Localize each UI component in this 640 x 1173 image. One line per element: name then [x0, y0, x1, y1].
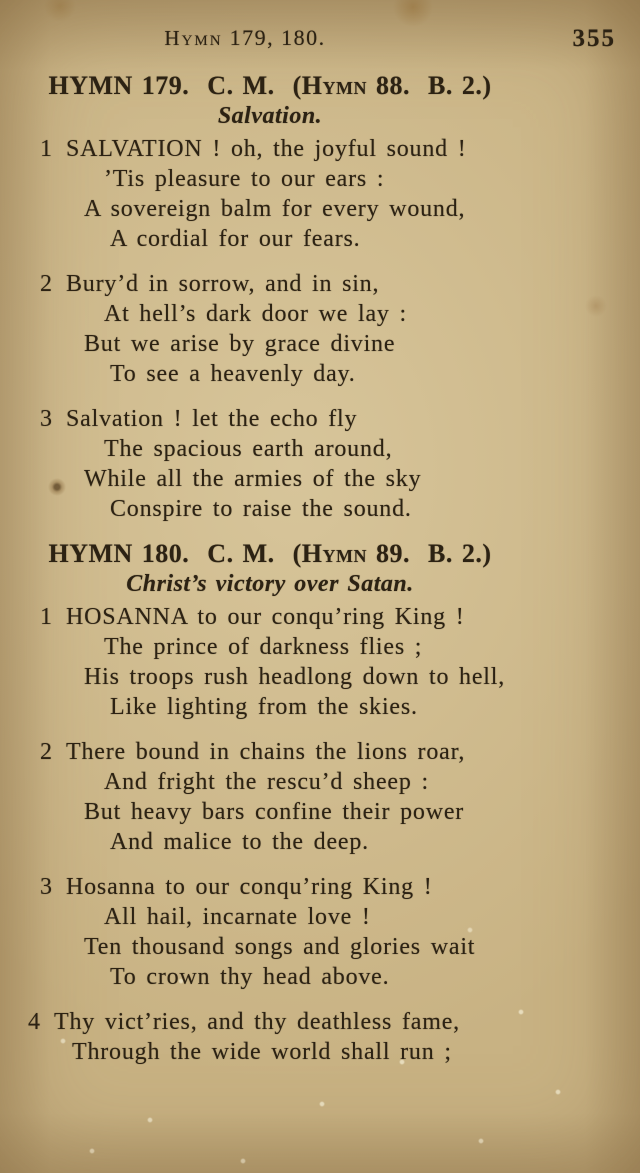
verse-line	[20, 767, 520, 797]
verse-line	[20, 902, 520, 932]
verse-line	[20, 464, 520, 494]
verse-text: Like lighting from the skies.	[110, 694, 418, 720]
stanza	[20, 737, 520, 857]
verse-text: And malice to the deep.	[110, 829, 369, 855]
hymn-heading-main: HYMN 179. C. M.	[48, 71, 293, 100]
stanza-list	[20, 602, 520, 1067]
verse-line	[20, 797, 520, 827]
hymn-heading-ref-rest: 89. B. 2.)	[367, 539, 492, 568]
verse-text: The spacious earth around,	[104, 436, 393, 462]
verse-text: His troops rush headlong down to hell,	[84, 664, 506, 690]
hymn-heading-ref-open: (	[292, 71, 302, 100]
running-head-word: Hymn	[164, 26, 223, 50]
verse-line	[20, 737, 520, 767]
verse-line	[20, 329, 520, 359]
verse-line	[20, 692, 520, 722]
verse-number: 3	[40, 874, 53, 900]
stanza	[20, 404, 520, 524]
verse-text: Hosanna to our conqu’ring King !	[66, 874, 433, 900]
verse-text: At hell’s dark door we lay :	[104, 301, 408, 327]
verse-text: A sovereign balm for every wound,	[84, 196, 466, 222]
verse-line	[20, 134, 520, 164]
verse-text: ’Tis pleasure to our ears :	[104, 166, 385, 192]
verse-text: HOSANNA to our conqu’ring King !	[66, 604, 465, 630]
hymn-heading-ref-open: (	[292, 539, 302, 568]
verse-number: 4	[28, 1009, 41, 1035]
verse-text: The prince of darkness flies ;	[104, 634, 423, 660]
running-head	[0, 22, 640, 56]
verse-number: 3	[40, 406, 53, 432]
stanza	[20, 134, 520, 254]
verse-text: While all the armies of the sky	[84, 466, 422, 492]
verse-line	[20, 662, 520, 692]
verse-line	[20, 434, 520, 464]
verse-line	[20, 269, 520, 299]
hymn-subtitle: Salvation.	[217, 103, 323, 129]
hymn-heading	[20, 538, 520, 570]
verse-text: Bury’d in sorrow, and in sin,	[66, 271, 380, 297]
verse-line	[20, 299, 520, 329]
verse-text: And fright the rescu’d sheep :	[104, 769, 429, 795]
verse-text: Conspire to raise the sound.	[110, 496, 412, 522]
stanza-list	[20, 134, 520, 524]
verse-number: 2	[40, 739, 53, 765]
verse-line	[20, 404, 520, 434]
verse-line	[20, 359, 520, 389]
verse-text: All hail, incarnate love !	[104, 904, 371, 930]
verse-line	[20, 827, 520, 857]
hymn-heading-ref-rest: 88. B. 2.)	[367, 71, 492, 100]
hymn-179-section	[20, 70, 520, 539]
verse-line	[20, 494, 520, 524]
verse-line	[20, 224, 520, 254]
verse-text: Salvation ! let the echo fly	[66, 406, 358, 432]
verse-text: But we arise by grace divine	[84, 331, 396, 357]
page-number: 355	[572, 25, 616, 52]
verse-text: To see a heavenly day.	[110, 361, 356, 387]
verse-text: But heavy bars confine their power	[84, 799, 465, 825]
verse-line	[8, 1037, 520, 1067]
verse-line	[20, 602, 520, 632]
stanza	[20, 269, 520, 389]
verse-line	[8, 1007, 520, 1037]
verse-line	[20, 872, 520, 902]
running-head-title	[30, 25, 460, 51]
stanza	[20, 872, 520, 992]
hymn-heading-ref-word: Hymn	[301, 539, 368, 568]
running-head-numbers: 179, 180.	[222, 25, 326, 50]
verse-text: There bound in chains the lions roar,	[66, 739, 466, 765]
hymn-heading	[20, 70, 520, 102]
verse-line	[20, 632, 520, 662]
verse-text: Through the wide world shall run ;	[72, 1039, 452, 1065]
stanza	[8, 1007, 520, 1067]
verse-number: 2	[40, 271, 53, 297]
hymn-subtitle: Christ’s victory over Satan.	[126, 571, 414, 597]
verse-line	[20, 932, 520, 962]
verse-text: To crown thy head above.	[110, 964, 390, 990]
hymn-heading-main: HYMN 180. C. M.	[48, 539, 293, 568]
verse-line	[20, 164, 520, 194]
verse-number: 1	[40, 604, 53, 630]
verse-line	[20, 194, 520, 224]
hymn-heading-ref-word: Hymn	[301, 71, 368, 100]
verse-text: A cordial for our fears.	[110, 226, 361, 252]
stanza	[20, 602, 520, 722]
verse-number: 1	[40, 136, 53, 162]
verse-text: Thy vict’ries, and thy deathless fame,	[54, 1009, 460, 1035]
verse-line	[20, 962, 520, 992]
verse-text: Ten thousand songs and glories wait	[84, 934, 476, 960]
verse-text: SALVATION ! oh, the joyful sound !	[66, 136, 467, 162]
hymn-180-section	[20, 538, 520, 1082]
